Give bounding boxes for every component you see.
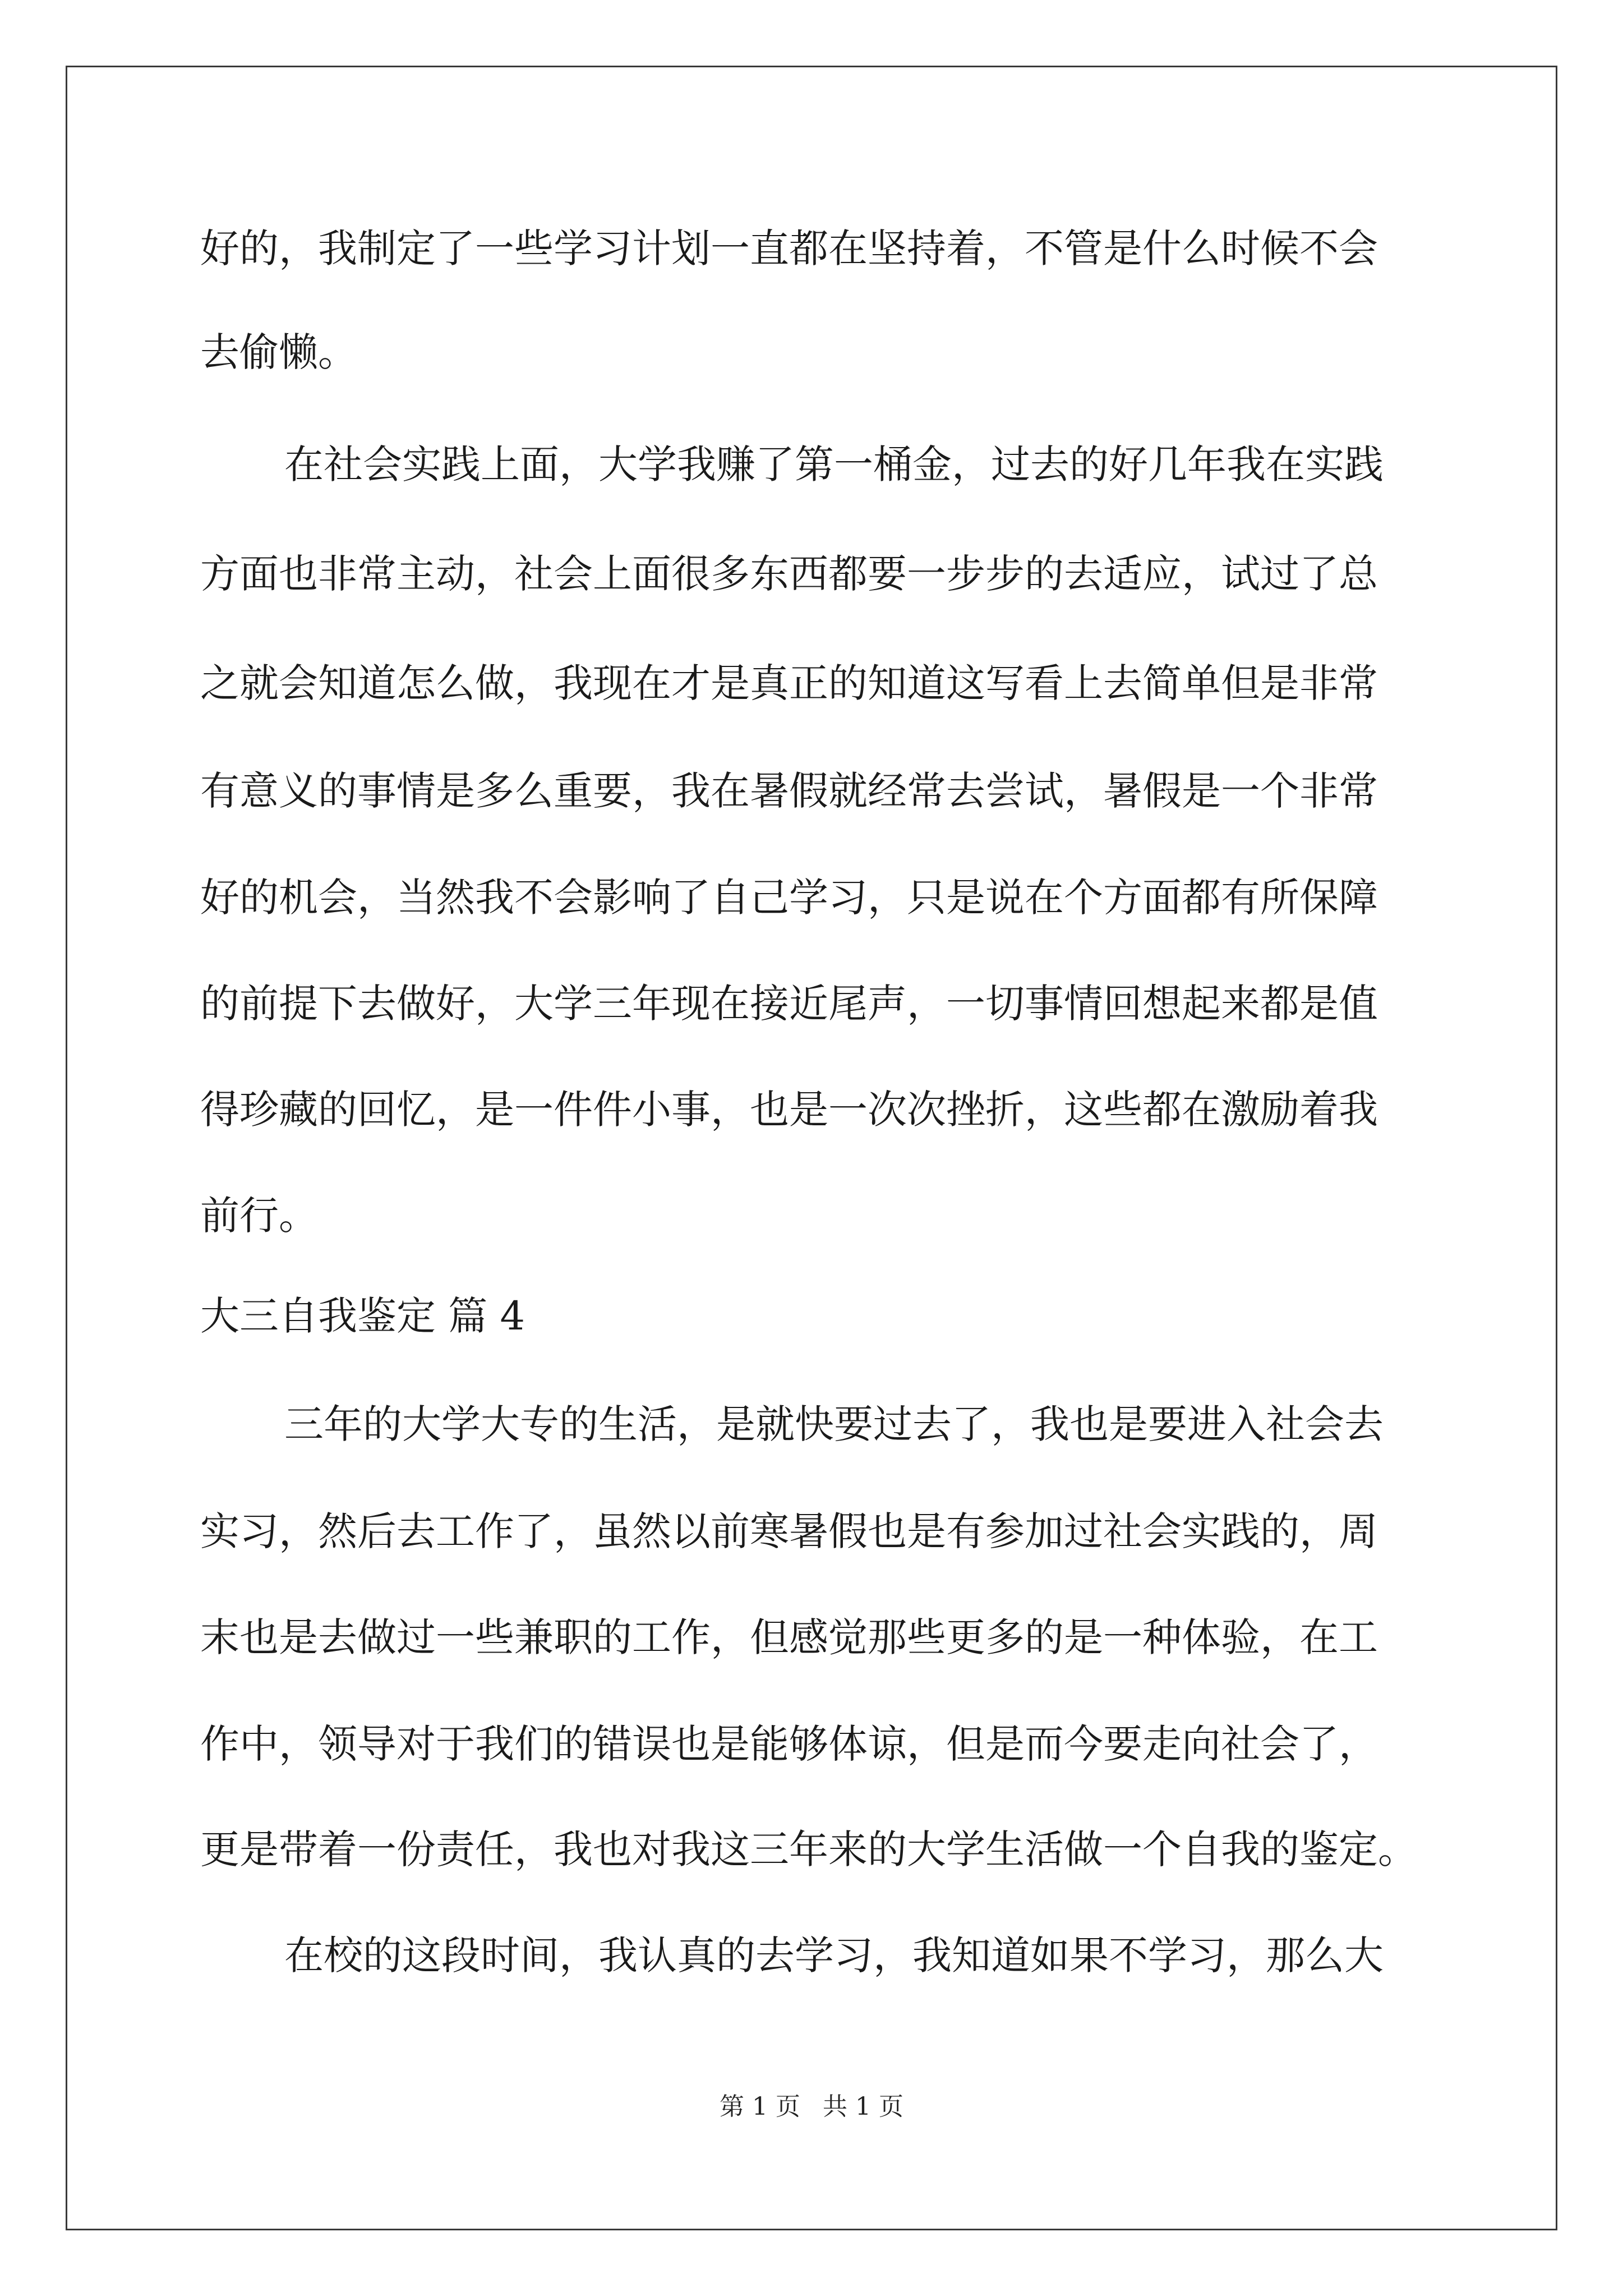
body-line: 的前提下去做好，大学三年现在接近尾声，一切事情回想起来都是值 [200, 981, 1378, 1027]
body-line: 好的机会，当然我不会影响了自己学习，只是说在个方面都有所保障 [200, 875, 1378, 921]
paragraph-start-line: 在校的这段时间，我认真的去学习，我知道如果不学习，那么大 [284, 1932, 1384, 1978]
body-line: 去偷懒。 [200, 329, 357, 375]
body-line: 作中，领导对于我们的错误也是能够体谅，但是而今要走向社会了， [200, 1721, 1378, 1767]
body-line: 末也是去做过一些兼职的工作，但感觉那些更多的是一种体验，在工 [200, 1614, 1378, 1660]
paragraph-start-line: 三年的大学大专的生活，是就快要过去了，我也是要进入社会去 [284, 1401, 1384, 1447]
section-heading: 大三自我鉴定 篇 4 [200, 1293, 525, 1339]
body-line: 实习，然后去工作了，虽然以前寒暑假也是有参加过社会实践的，周 [200, 1508, 1378, 1554]
body-line: 之就会知道怎么做，我现在才是真正的知道这写看上去简单但是非常 [200, 660, 1378, 706]
page-border [66, 66, 1557, 2230]
page-total: 共 1 页 [823, 2092, 903, 2121]
body-line: 好的，我制定了一些学习计划一直都在坚持着，不管是什么时候不会 [200, 226, 1378, 272]
page-number: 第 1 页 [720, 2092, 800, 2121]
body-line: 更是带着一份责任，我也对我这三年来的大学生活做一个自我的鉴定。 [200, 1826, 1417, 1872]
body-line: 得珍藏的回忆，是一件件小事，也是一次次挫折，这些都在激励着我 [200, 1087, 1378, 1133]
body-line: 方面也非常主动，社会上面很多东西都要一步步的去适应，试过了总 [200, 551, 1378, 597]
body-line: 有意义的事情是多么重要，我在暑假就经常去尝试，暑假是一个非常 [200, 768, 1378, 814]
page-footer [0, 2090, 1623, 2124]
body-line: 前行。 [200, 1193, 318, 1239]
paragraph-start-line: 在社会实践上面，大学我赚了第一桶金，过去的好几年我在实践 [284, 441, 1384, 487]
